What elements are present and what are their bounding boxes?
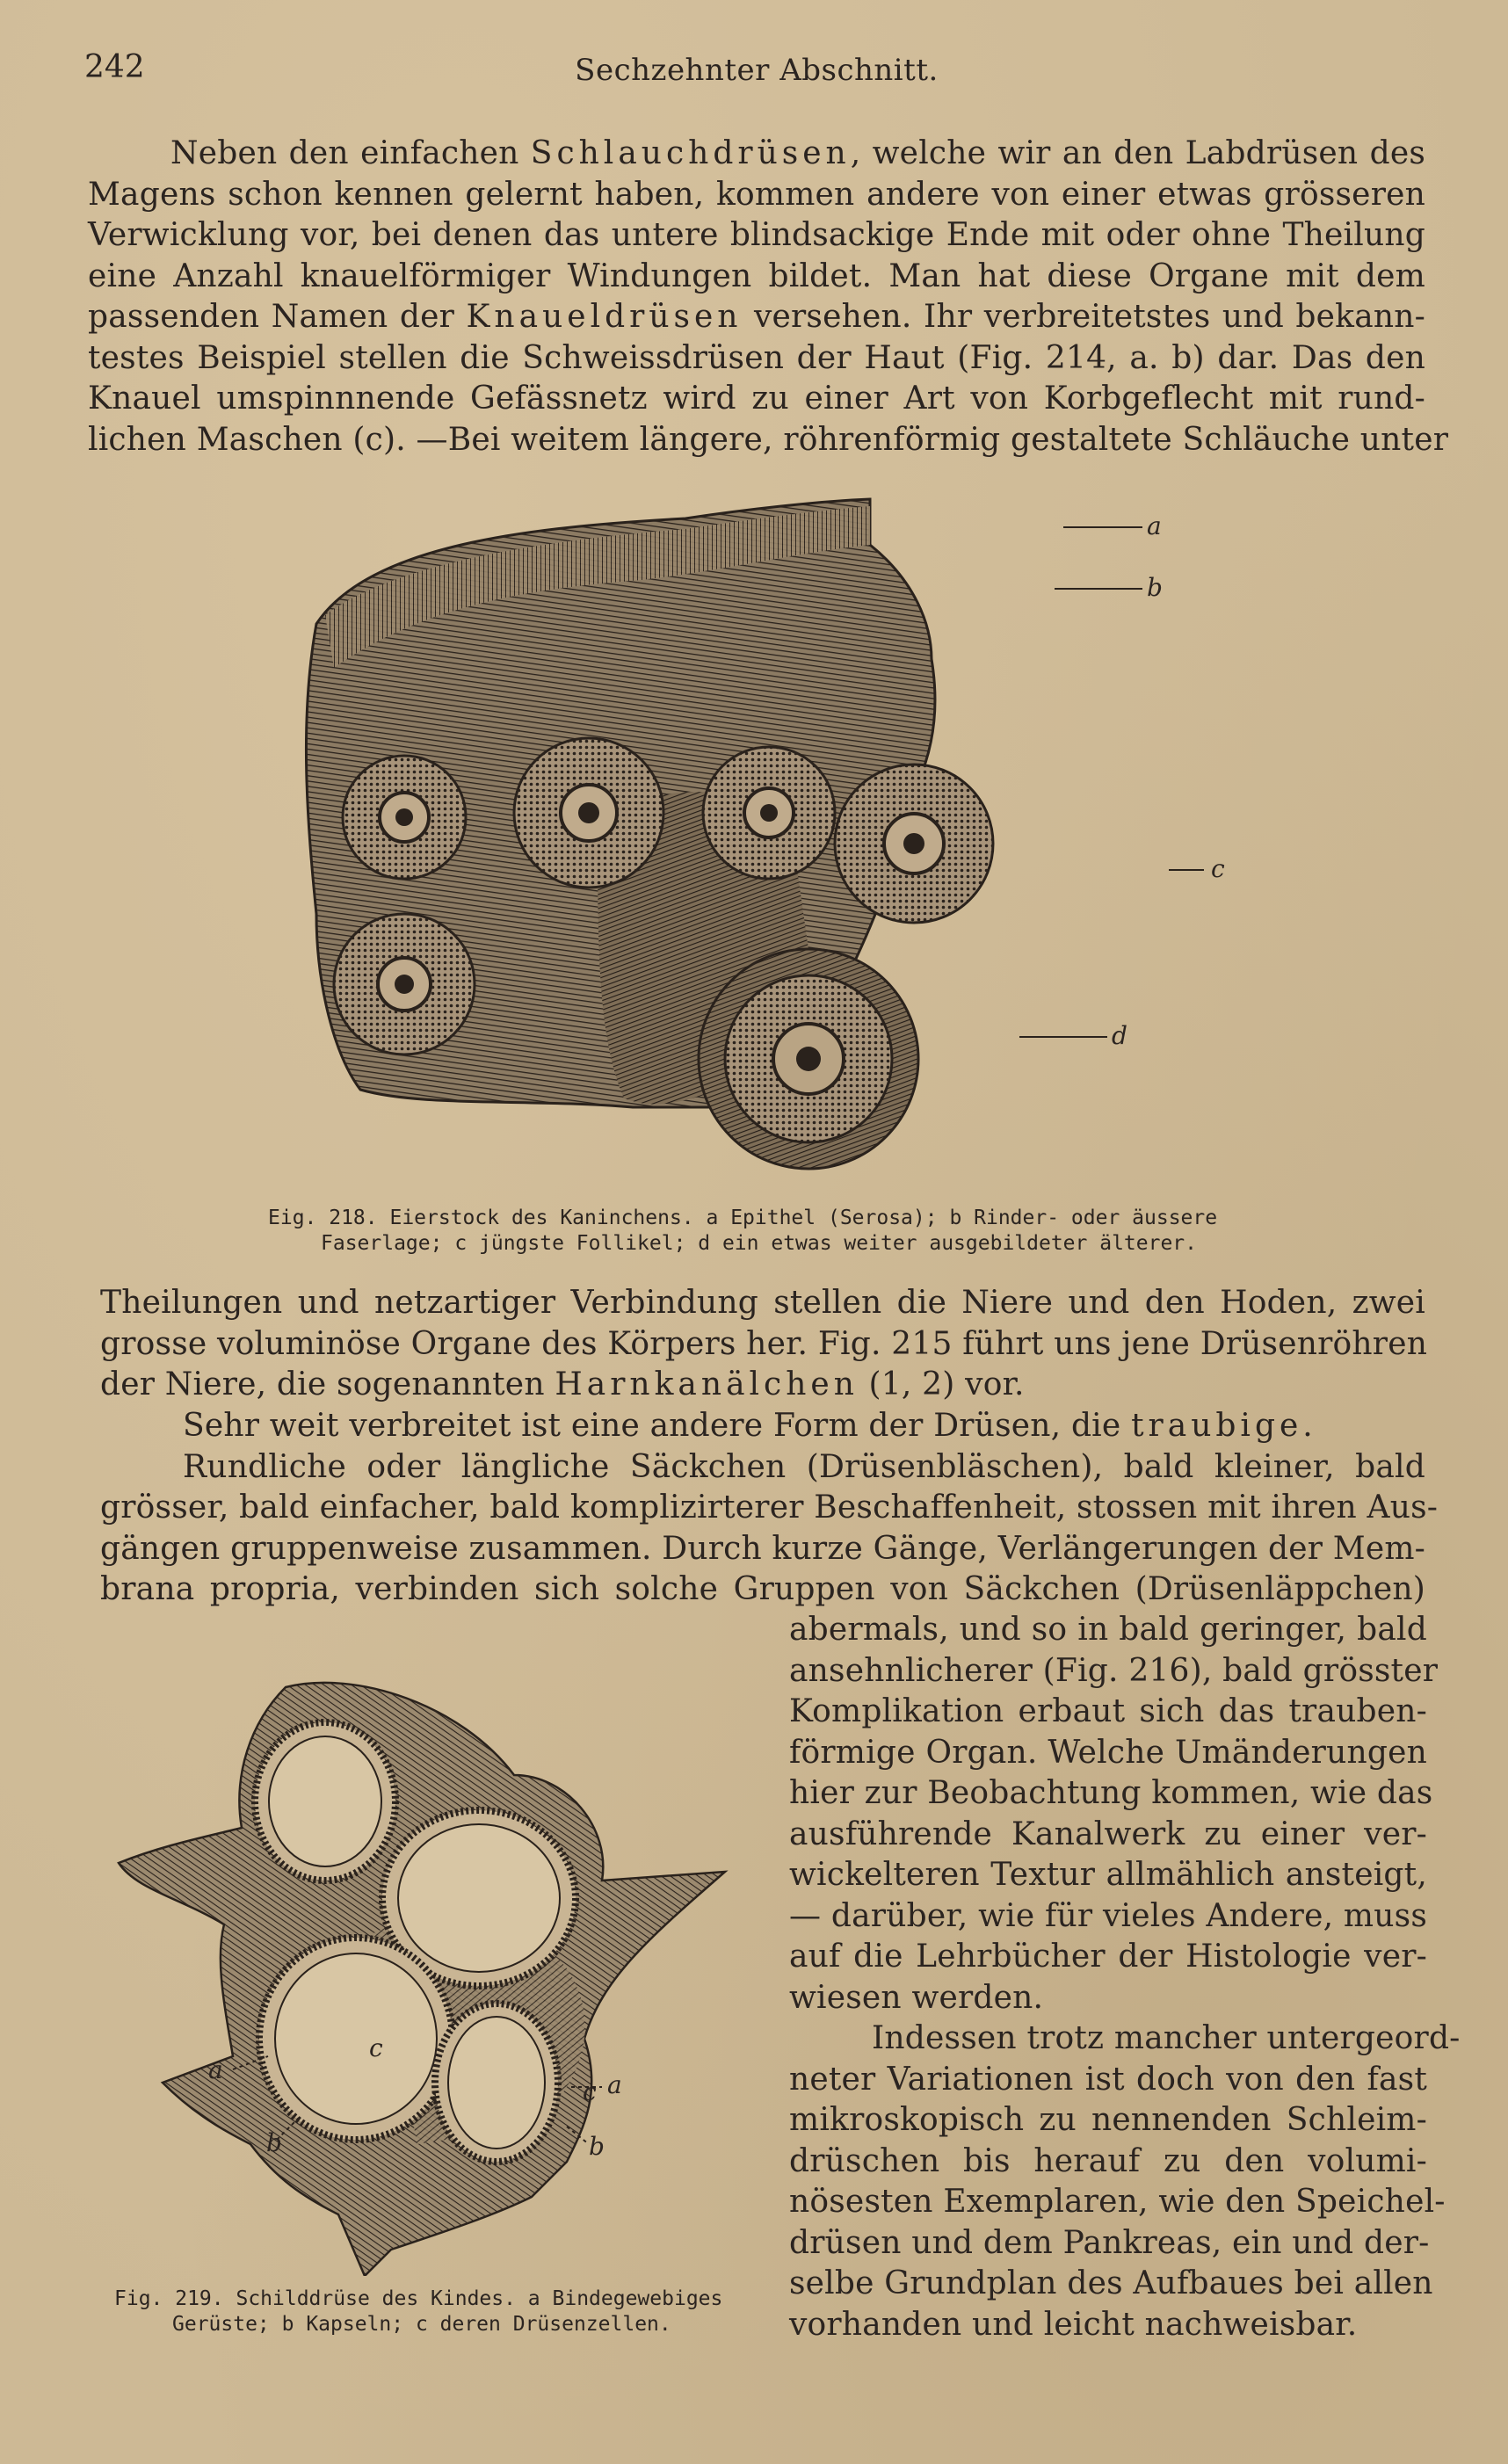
text-line: testes Beispiel stellen die Schweissdrüsen der Haut (Fig. 214, a. b) dar. Das den	[88, 339, 1425, 376]
text-line: drüsen und dem Pankreas, ein und der-	[789, 2224, 1430, 2261]
text-line: nösesten Exemplaren, wie den Speichel-	[789, 2184, 1446, 2220]
label-b: b	[1147, 573, 1163, 602]
text-line: Komplikation erbaut sich das trauben-	[789, 1693, 1427, 1729]
paragraph-grundplan	[789, 2018, 1461, 2345]
text-line: Magens schon kennen gelernt haben, kommen andere von einer etwas grösseren	[88, 176, 1425, 213]
text-line: Rundliche oder längliche Säckchen (Drüsenbläschen), bald kleiner, bald	[183, 1448, 1425, 1485]
spaced-term: Schlauchdrüsen	[530, 135, 851, 171]
figure-219-caption: Fig. 219. Schilddrüse des Kindes. a Bindegewebiges Gerüste; b Kapseln; c deren Drüsenzellen.	[114, 2287, 723, 2336]
text-line: brana propria, verbinden sich solche Gruppen von Säckchen (Drüsenläppchen)	[100, 1571, 1425, 1607]
text-line: der Niere, die sogenannten Harnkanälchen (1, 2) vor.	[100, 1366, 1025, 1402]
text-line: ansehnlicherer (Fig. 216), bald grösster	[789, 1652, 1439, 1689]
text-line: gängen gruppenweise zusammen. Durch kurze Gänge, Verlängerungen der Mem-	[100, 1530, 1426, 1567]
figure-218-caption: Eig. 218. Eierstock des Kaninchens. a Epithel (Serosa); b Rinder- oder äussere Faserlage; c jüngste Follikel; d ein etwas weiter ausgebildeter älterer.	[268, 1207, 1218, 1255]
label-a-left: a	[208, 2055, 223, 2084]
text-line: eine Anzahl knauelförmiger Windungen bildet. Man hat diese Organe mit dem	[88, 257, 1425, 294]
label-a-right: a	[607, 2070, 622, 2099]
text-line: mikroskopisch zu nennenden Schleim-	[789, 2102, 1427, 2138]
text-line: wiesen werden.	[789, 1979, 1044, 2016]
label-a: a	[1147, 511, 1162, 540]
text-line: hier zur Beobachtung kommen, wie das	[789, 1775, 1433, 1811]
text-line: Sehr weit verbreitet ist eine andere Form der Drüsen, die traubige.	[183, 1408, 1313, 1444]
label-leader-lines	[1019, 527, 1204, 1037]
text-line: ausführende Kanalwerk zu einer ver-	[789, 1815, 1427, 1852]
label-b-left: b	[266, 2128, 282, 2157]
text-line: förmige Organ. Welche Umänderungen	[789, 1734, 1427, 1771]
running-title: Sechzehnter Abschnitt.	[575, 53, 939, 88]
running-header	[84, 49, 1429, 93]
label-c-left: c	[369, 2033, 383, 2062]
text-line: Theilungen und netzartiger Verbindung stellen die Niere und den Hoden, zwei	[100, 1285, 1425, 1321]
label-b-right: b	[589, 2132, 605, 2161]
text-line: Indessen trotz mancher untergeord-	[872, 2020, 1461, 2056]
paragraph-traubige-continued	[789, 1610, 1439, 2018]
label-c-right: c	[583, 2077, 597, 2106]
text-line: grosse voluminöse Organe des Körpers her. Fig. 215 führt uns jene Drüsenröhren	[100, 1325, 1428, 1362]
text-line: passenden Namen der Knaueldrüsen versehen. Ihr verbreitetstes und bekann-	[88, 299, 1425, 335]
paragraph-traubige-druesen	[100, 1406, 1439, 1611]
text-line: — darüber, wie für vieles Andere, muss	[789, 1897, 1427, 1934]
text-line: vorhanden und leicht nachweisbar.	[789, 2306, 1358, 2343]
label-d: d	[1112, 1021, 1127, 1050]
text-line: Knauel umspinnnende Gefässnetz wird zu einer Art von Korbgeflecht mit rund-	[88, 380, 1425, 417]
figure-218-ovary-illustration	[264, 492, 1257, 1204]
text-line: Neben den einfachen Schlauchdrüsen, welche wir an den Labdrüsen des	[170, 135, 1425, 171]
text-line: lichen Maschen (c). —Bei weitem längere, röhrenförmig gestaltete Schläuche unter	[88, 421, 1449, 458]
paragraph-knaueldruesen	[88, 134, 1449, 460]
figure-219-thyroid-illustration	[110, 1670, 743, 2276]
text-line: drüschen bis herauf zu den volumi-	[789, 2142, 1427, 2179]
paragraph-niere-hoden	[100, 1283, 1428, 1406]
spaced-term: traubige	[1131, 1408, 1303, 1444]
spaced-term: Harnkanälchen	[555, 1366, 859, 1402]
text-line: neter Variationen ist doch von den fast	[789, 2061, 1427, 2098]
text-line: wickelteren Textur allmählich ansteigt,	[789, 1857, 1427, 1893]
text-line: selbe Grundplan des Aufbaues bei allen	[789, 2265, 1433, 2301]
label-c: c	[1211, 854, 1225, 883]
text-line: grösser, bald einfacher, bald komplizirterer Beschaffenheit, stossen mit ihren Aus-	[100, 1489, 1439, 1526]
page-number: 242	[84, 49, 145, 85]
spaced-term: Knaueldrüsen	[466, 299, 743, 335]
text-line: auf die Lehrbücher der Histologie ver-	[789, 1939, 1427, 1975]
text-line: Verwicklung vor, bei denen das untere blindsackige Ende mit oder ohne Theilung	[88, 217, 1425, 253]
text-line: abermals, und so in bald geringer, bald	[789, 1612, 1427, 1648]
